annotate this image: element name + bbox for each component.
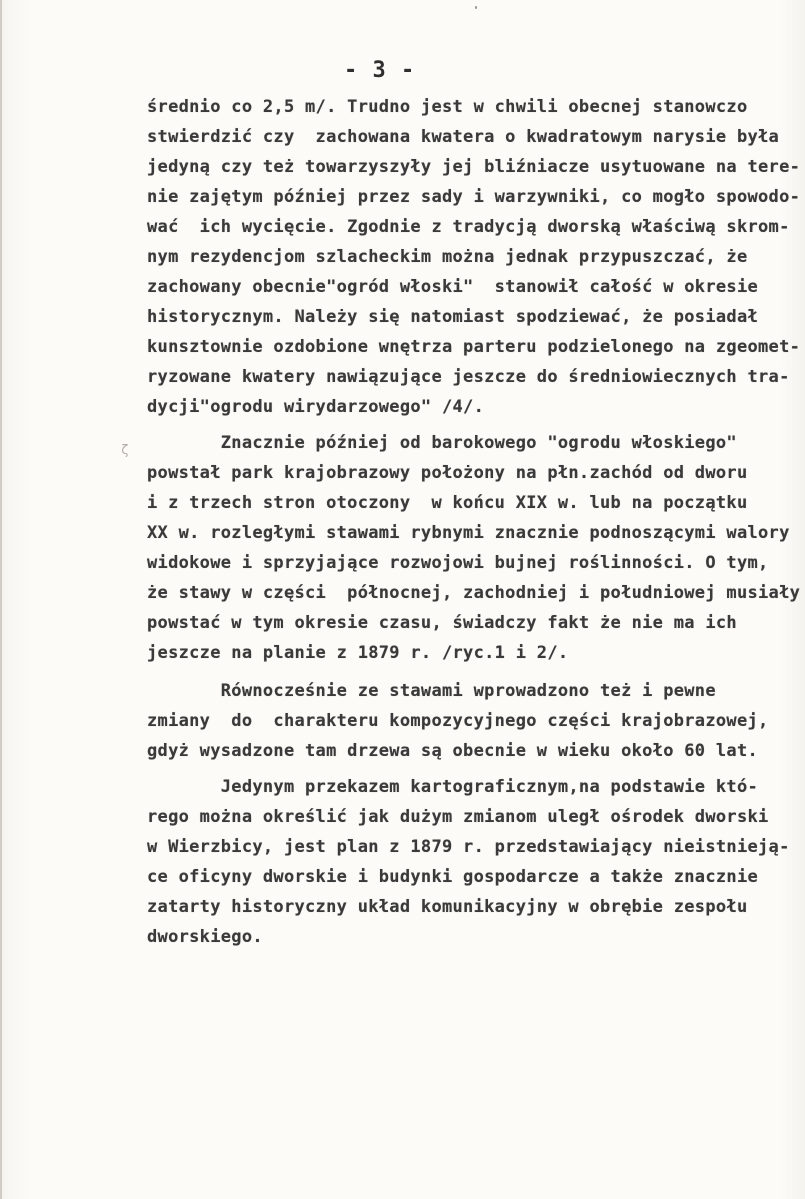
text-line: rego można określić jak dużym zmianom uległ ośrodek dworski [147,807,769,827]
text-line: w Wierzbicy, jest plan z 1879 r. przedstawiający nieistnieją- [147,837,790,857]
text-line: nym rezydencjom szlacheckim można jednak przypuszczać, że [147,247,748,267]
text-line: i z trzech stron otoczony w końcu XIX w. lub na początku [147,493,748,513]
text-line: Równocześnie ze stawami wprowadzono też i pewne [147,681,716,701]
text-line: dworskiego. [147,927,263,947]
text-line: stwierdzić czy zachowana kwatera o kwadratowym narysie była [147,127,780,147]
text-line: jedyną czy też towarzyszyły jej bliźniacze usytuowane na tere- [147,157,801,177]
text-line: wać ich wycięcie. Zgodnie z tradycją dworską właściwą skrom- [147,217,790,237]
text-line: gdyż wysadzone tam drzewa są obecnie w wieku około 60 lat. [147,741,759,761]
text-line: dycji"ogrodu wirydarzowego" /4/. [147,397,485,417]
text-line: ryzowane kwatery nawiązujące jeszcze do średniowiecznych tra- [147,367,790,387]
page-number: - 3 - [344,58,416,83]
text-line: średnio co 2,5 m/. Trudno jest w chwili obecnej stanowczo [147,97,748,117]
text-line: Jedynym przekazem kartograficznym,na podstawie któ- [147,777,759,797]
margin-mark: ζ [121,443,129,458]
text-line: zachowany obecnie"ogród włoski" stanowił całość w okresie [147,277,759,297]
text-line: że stawy w części północnej, zachodniej i południowej musiały [147,583,801,603]
text-line: zatarty historyczny układ komunikacyjny w obrębie zespołu [147,897,748,917]
text-line: widokowe i sprzyjające rozwojowi bujnej roślinności. O tym, [147,553,769,573]
text-line: historycznym. Należy się natomiast spodziewać, że posiadał [147,307,759,327]
text-line: jeszcze na planie z 1879 r. /ryc.1 i 2/. [147,643,569,663]
paper-speck [475,6,477,9]
text-line: powstać w tym okresie czasu, świadczy fakt że nie ma ich [147,613,737,633]
text-line: powstał park krajobrazowy położony na płn.zachód od dworu [147,463,748,483]
page-edge [0,0,2,1199]
text-line: ce oficyny dworskie i budynki gospodarcze a także znacznie [147,867,759,887]
text-line: Znacznie później od barokowego "ogrodu włoskiego" [147,433,737,453]
text-line: kunsztownie ozdobione wnętrza parteru podzielonego na zgeomet- [147,337,801,357]
text-line: zmiany do charakteru kompozycyjnego części krajobrazowej, [147,711,769,731]
text-line: nie zajętym później przez sady i warzywniki, co mogło spowodo- [147,187,801,207]
text-line: XX w. rozległymi stawami rybnymi znacznie podnoszącymi walory [147,523,790,543]
